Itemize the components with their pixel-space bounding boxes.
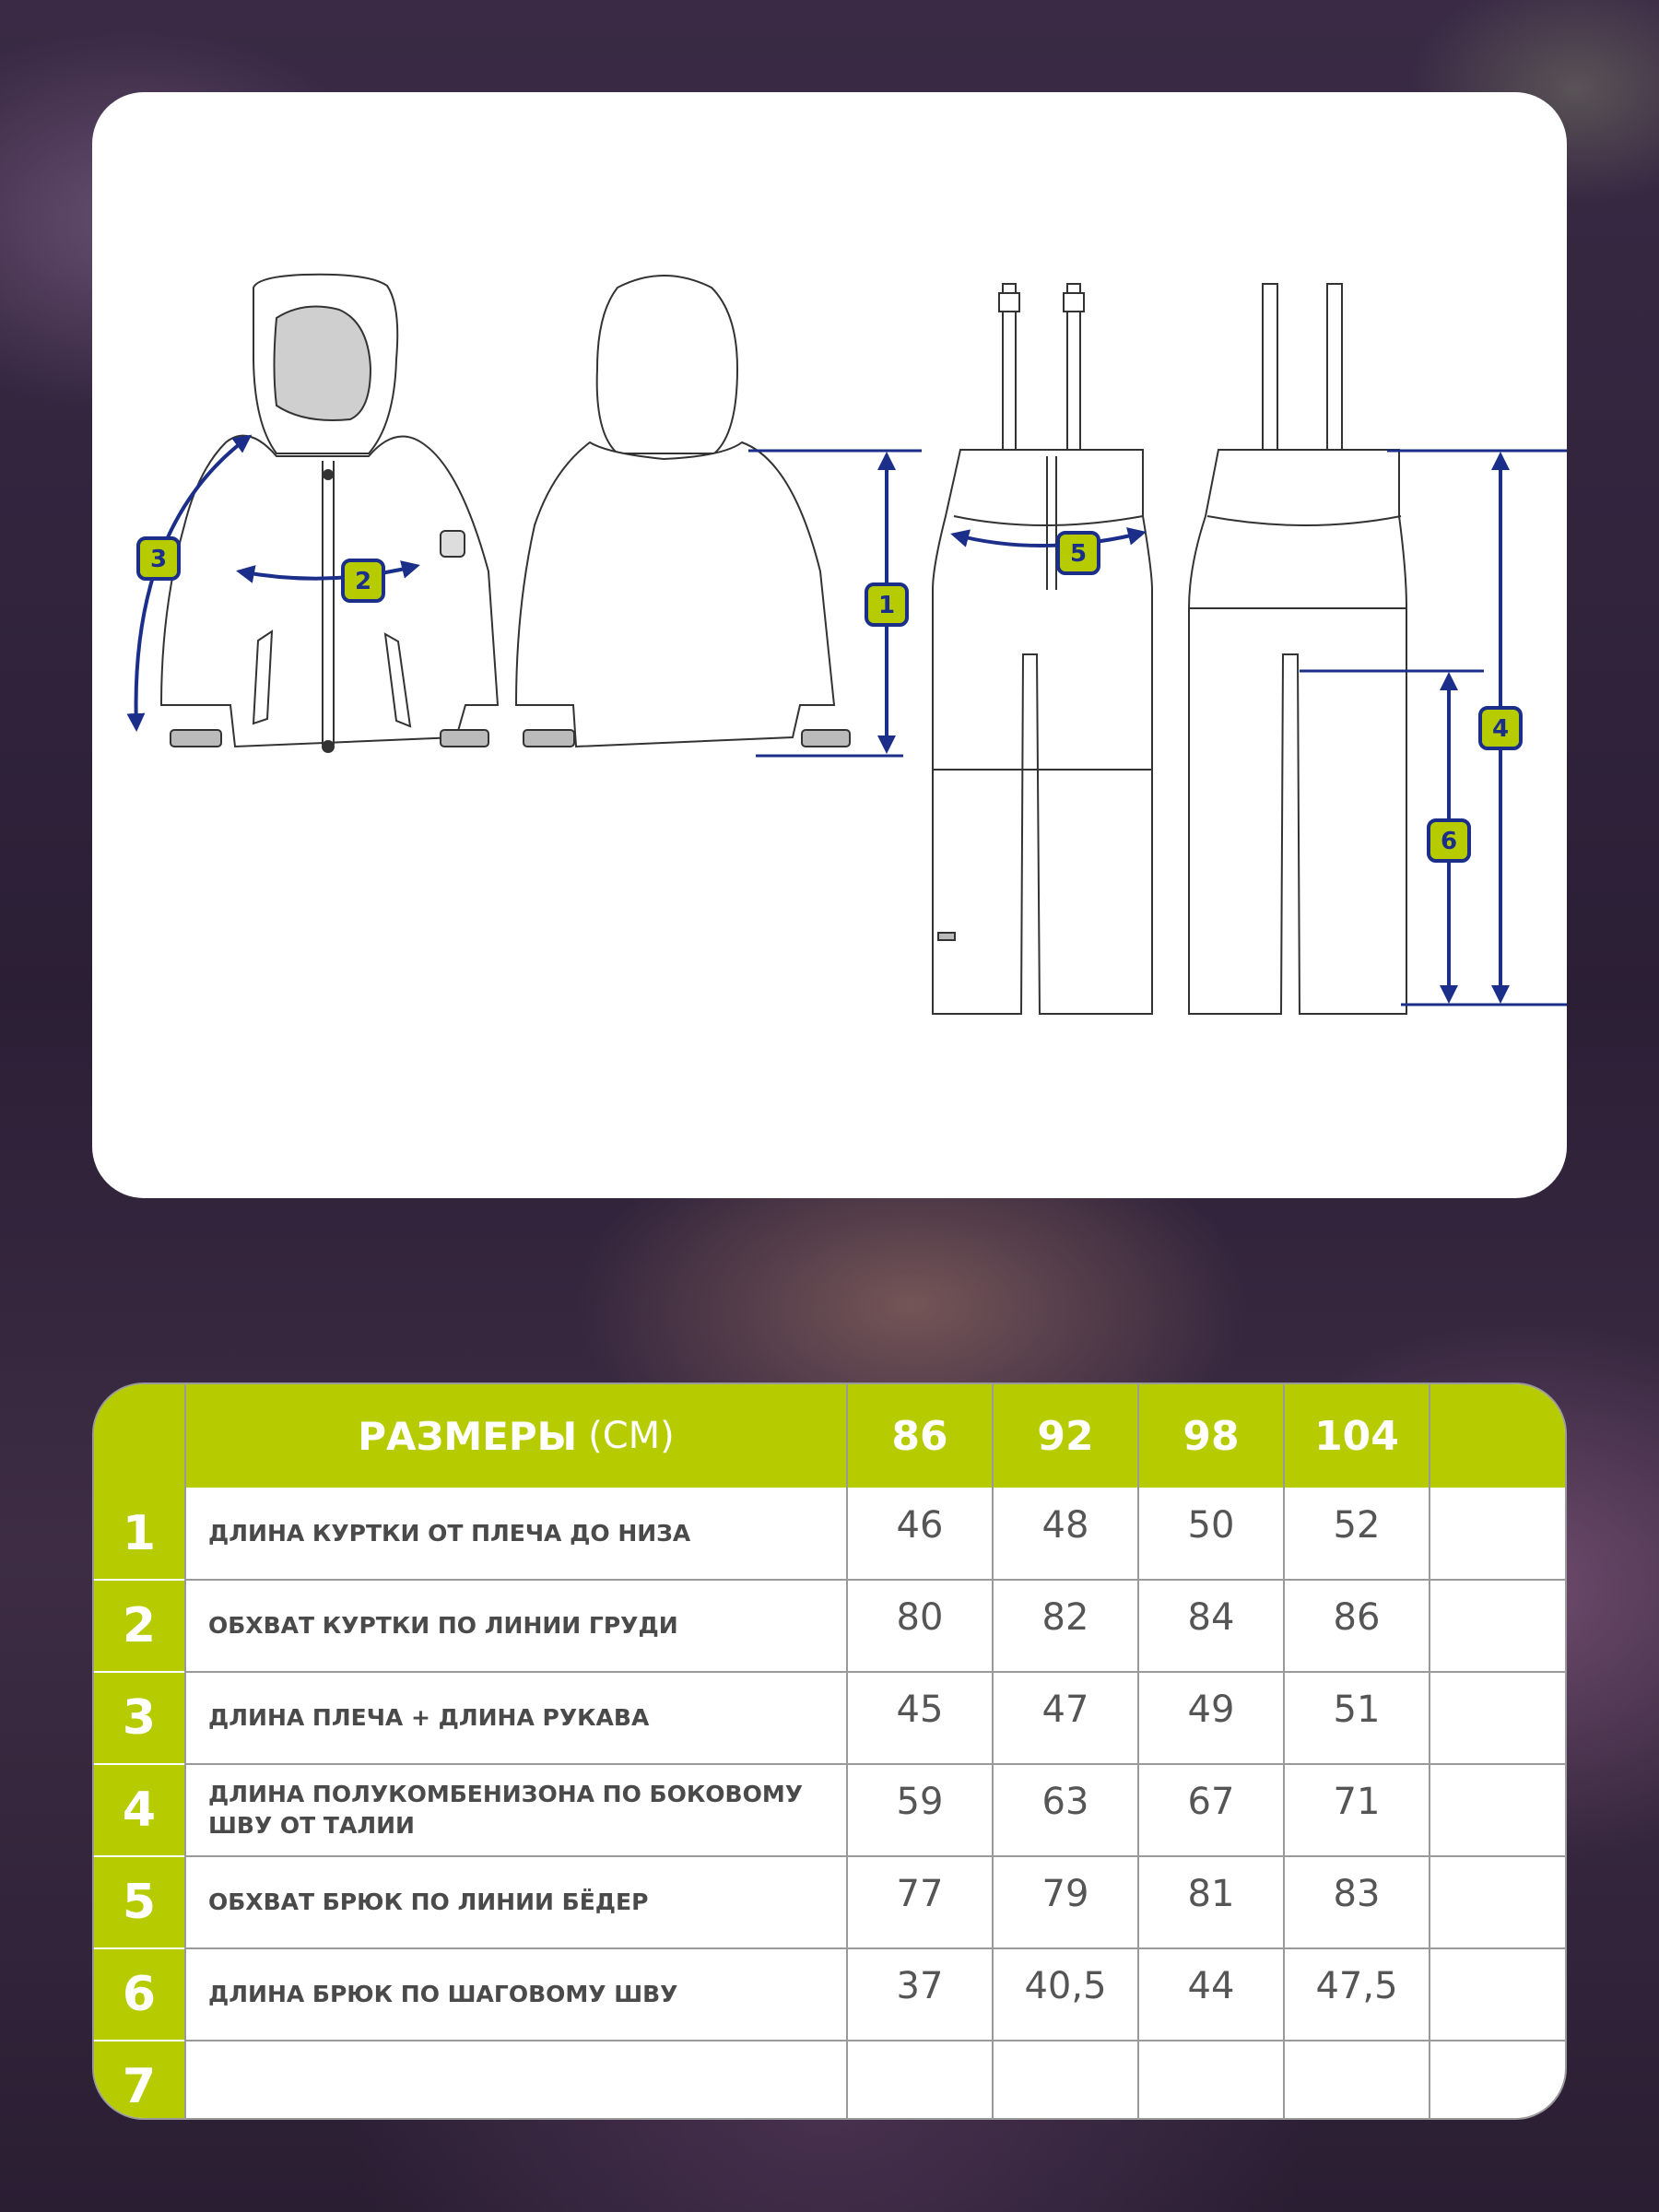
- table-cell: 46: [896, 1504, 944, 1547]
- marker-badge-6: [1429, 820, 1469, 861]
- row-number: 5: [122, 1875, 157, 1930]
- marker-badge-1: [866, 584, 907, 625]
- table-cell: 37: [896, 1965, 944, 2007]
- overalls-back-sketch: [1189, 284, 1406, 1014]
- table-cell: 81: [1187, 1873, 1235, 1915]
- svg-text:1: 1: [877, 592, 896, 619]
- row-number: 4: [122, 1783, 157, 1838]
- svg-text:3: 3: [149, 546, 168, 573]
- table-title: [186, 1384, 846, 1488]
- size-header-empty: [1430, 1384, 1567, 1488]
- col-divider: [1137, 1384, 1139, 2118]
- table-cell: 80: [896, 1596, 944, 1639]
- table-cell: 52: [1333, 1504, 1381, 1547]
- marker-badge-4: [1480, 708, 1521, 748]
- table-cell: 84: [1187, 1596, 1235, 1639]
- table-cell: 40,5: [1024, 1965, 1107, 2007]
- marker-badge-2: [343, 560, 383, 601]
- row-label: [208, 2041, 835, 2120]
- table-cell: 67: [1187, 1781, 1235, 1823]
- row-label: ДЛИНА КУРТКИ ОТ ПЛЕЧА ДО НИЗА: [208, 1520, 691, 1547]
- table-cell: 47,5: [1315, 1965, 1398, 2007]
- jacket-back-sketch: [516, 276, 850, 747]
- col-divider: [1283, 1384, 1285, 2118]
- table-cell: 44: [1187, 1965, 1235, 2007]
- size-header-98: 98: [1182, 1412, 1240, 1460]
- table-cell: 49: [1187, 1688, 1235, 1731]
- table-cell: 59: [896, 1781, 944, 1823]
- garment-sketches: [92, 92, 1567, 1198]
- size-header-104: 104: [1314, 1412, 1399, 1460]
- table-cell: 71: [1333, 1781, 1381, 1823]
- table-cell: 82: [1041, 1596, 1089, 1639]
- table-title-text: РАЗМЕРЫ: [358, 1413, 578, 1459]
- garment-diagram-card: [92, 92, 1567, 1198]
- table-cell: 47: [1041, 1688, 1089, 1731]
- table-cell: 45: [896, 1688, 944, 1731]
- size-header-86: 86: [891, 1412, 948, 1460]
- overalls-front-sketch: [933, 284, 1152, 1014]
- size-table: [92, 1382, 1567, 2120]
- table-cell: 63: [1041, 1781, 1089, 1823]
- col-divider: [846, 1384, 848, 2118]
- col-divider: [1429, 1384, 1430, 2118]
- row-number: 7: [122, 2059, 157, 2114]
- row-number: 6: [122, 1967, 157, 2022]
- table-cell: 50: [1187, 1504, 1235, 1547]
- row-label: ДЛИНА ПОЛУКОМБЕНИЗОНА ПО БОКОВОМУ ШВУ ОТ ТАЛИИ: [208, 1781, 804, 1839]
- table-cell: 79: [1041, 1873, 1089, 1915]
- size-header-92: 92: [1037, 1412, 1094, 1460]
- marker-badge-3: [138, 538, 179, 579]
- svg-text:2: 2: [354, 568, 372, 595]
- row-label: ДЛИНА БРЮК ПО ШАГОВОМУ ШВУ: [208, 1981, 678, 2007]
- col-divider: [184, 1384, 186, 2118]
- row-label: ДЛИНА ПЛЕЧА + ДЛИНА РУКАВА: [208, 1704, 650, 1731]
- table-cell: 48: [1041, 1504, 1089, 1547]
- table-cell: 83: [1333, 1873, 1381, 1915]
- col-divider: [992, 1384, 994, 2118]
- table-cell: 51: [1333, 1688, 1381, 1731]
- row-label: ОБХВАТ КУРТКИ ПО ЛИНИИ ГРУДИ: [208, 1612, 678, 1639]
- svg-text:5: 5: [1069, 540, 1088, 568]
- marker-badge-5: [1058, 533, 1099, 573]
- svg-text:6: 6: [1440, 828, 1458, 855]
- table-cell: 86: [1333, 1596, 1381, 1639]
- svg-text:4: 4: [1491, 715, 1510, 743]
- row-number: 2: [122, 1598, 157, 1653]
- row-number: 1: [122, 1506, 157, 1561]
- jacket-front-sketch: [161, 275, 498, 752]
- row-number: 3: [122, 1690, 157, 1746]
- table-cell: 77: [896, 1873, 944, 1915]
- row-label: ОБХВАТ БРЮК ПО ЛИНИИ БЁДЕР: [208, 1888, 649, 1915]
- table-unit: (СМ): [588, 1415, 675, 1457]
